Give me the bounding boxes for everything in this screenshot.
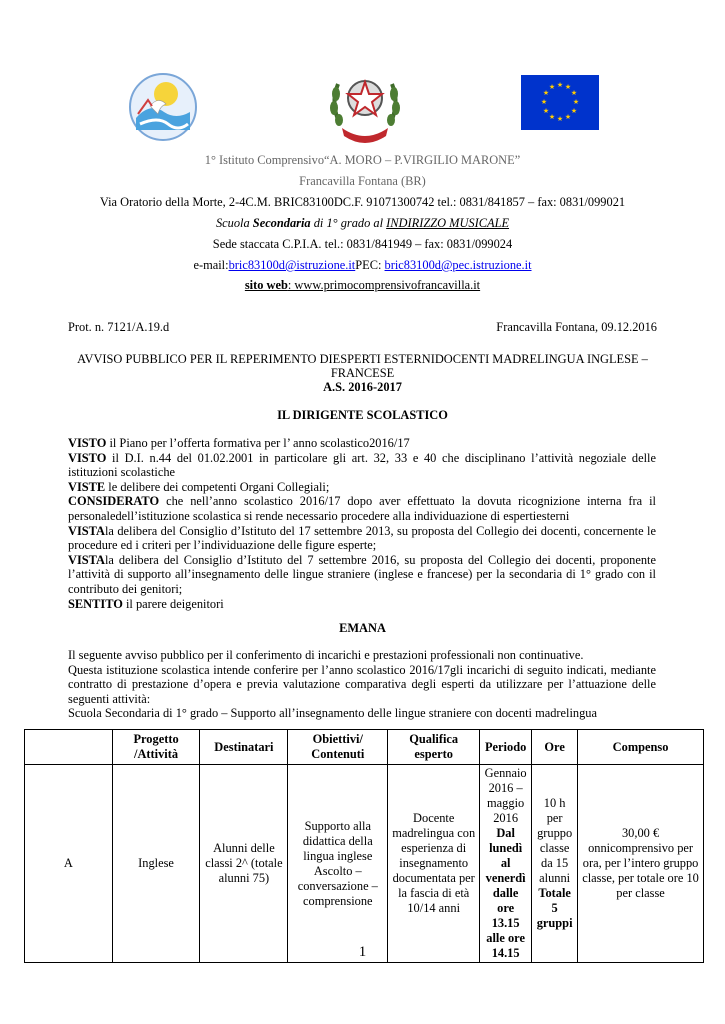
school-music-address: INDIRIZZO MUSICALE [386,216,510,230]
school-type-line [0,216,725,231]
table-header: Obiettivi/ Contenuti [288,730,388,765]
svg-text:★: ★ [548,113,556,121]
cell-id: A [25,765,113,963]
site-line [0,278,725,293]
body-paragraph: Il seguente avviso pubblico per il conferimento di incarichi e prestazioni professionali non continuative. [68,648,584,662]
table-header: Qualifica esperto [388,730,480,765]
svg-text:★: ★ [548,83,556,91]
periodo-dates: Gennaio 2016 – maggio 2016 [484,766,527,825]
notice-title-line2: FRANCESE [330,366,395,380]
pec-link[interactable]: bric83100d@pec.istruzione.it [384,258,532,272]
svg-text:★: ★ [542,89,550,97]
cell-obiettivi: Supporto alla didattica della lingua inglese Ascolto – conversazione – comprensione [288,765,388,963]
consideration-item: VISTO il Piano per l’offerta formativa per l’ anno scolastico2016/17 [68,436,410,450]
svg-text:★: ★ [556,115,564,123]
body-paragraph: Scuola Secondaria di 1° grado – Supporto all’insegnamento delle lingue straniere con docenti madrelingua [68,706,597,721]
protocol-number: Prot. n. 7121/A.19.d [68,320,170,334]
cell-destinatari: Alunni delle classi 2^ (totale alunni 75) [200,765,288,963]
cpia-line: Sede staccata C.P.I.A. tel.: 0831/841949 – fax: 0831/099024 [212,237,513,251]
periodo-hours: Dal lunedì al venerdì dalle ore 13.15 alle ore 14.15 [485,826,526,960]
svg-text:★: ★ [542,107,550,115]
cell-progetto: Inglese [112,765,200,963]
dirigente-heading: IL DIRIGENTE SCOLASTICO [277,408,448,422]
consideration-item: VISTE le delibere dei competenti Organi Collegiali; [68,479,330,494]
body-text [68,648,656,721]
school-mid: di 1° grado al [310,216,387,230]
svg-text:★: ★ [556,81,564,89]
notice-title-line1: AVVISO PUBBLICO PER IL REPERIMENTO DIESPERTI ESTERNIDOCENTI MADRELINGUA INGLESE – [77,352,648,366]
cell-ore [532,765,578,963]
consideration-item: SENTITO il parere deigenitori [68,596,224,611]
svg-text:★: ★ [570,107,578,115]
table-header: Progetto /Attività [112,730,200,765]
ore-total: Totale 5 gruppi [536,886,573,930]
considerations-block [68,436,656,611]
school-logo [128,72,198,142]
eu-flag [521,75,599,130]
place-date: Francavilla Fontana, 09.12.2016 [496,320,657,334]
cell-qualifica: Docente madrelingua con esperienza di insegnamento documentata per la fascia di età 10/14 anni [388,765,480,963]
ore-detail: 10 h per gruppo classe da 15 alunni [537,796,573,885]
site-label: sito web [244,278,288,292]
consideration-item: VISTO il D.I. n.44 del 01.02.2001 in particolare gli art. 32, 33 e 40 che disciplinano l’attività negoziale delle istituzioni scolastiche [68,450,656,480]
table-header: Periodo [480,730,532,765]
email-line [0,258,725,273]
svg-text:★: ★ [572,98,580,106]
school-year: A.S. 2016-2017 [323,380,402,394]
institute-name: 1° Istituto Comprensivo“A. MORO – P.VIRGILIO MARONE” [204,153,521,167]
address-line: Via Oratorio della Morte, 2-4C.M. BRIC83100DC.F. 91071300742 tel.: 0831/841857 – fax: 0831/099021 [99,195,626,209]
italian-republic-emblem [326,64,404,146]
consideration-item: VISTAla delibera del Consiglio d’Istituto del 17 settembre 2013, su proposta del Collegio dei docenti, concernente le procedure ed i criteri per l’individuazione delle figure esperte; [68,523,656,553]
school-pre: Scuola [215,216,253,230]
table-header: Compenso [578,730,704,765]
email-link[interactable]: bric83100d@istruzione.it [228,258,356,272]
svg-text:★: ★ [540,98,548,106]
projects-table [24,729,704,963]
svg-text:★: ★ [564,83,572,91]
cell-compenso: 30,00 € onnicomprensivo per ora, per l’intero gruppo classe, per totale ore 10 per classe [578,765,704,963]
table-header: Destinatari [200,730,288,765]
svg-text:★: ★ [564,113,572,121]
table-row [25,765,704,963]
table-header-row [25,730,704,765]
school-bold: Secondaria [252,216,311,230]
table-header: Ore [532,730,578,765]
body-paragraph: Questa istituzione scolastica intende conferire per l’anno scolastico 2016/17gli incarichi di seguito indicati, mediante contratto di prestazione d’opera e previa valutazione comparativa degli esperti da utilizzare per l’attuazione delle seguenti attività: [68,662,656,706]
svg-text:★: ★ [570,89,578,97]
pec-label: PEC: [355,258,385,272]
city-line: Francavilla Fontana (BR) [299,174,426,188]
cell-periodo [480,765,532,963]
table-header [25,730,113,765]
page-number: 1 [358,944,367,960]
consideration-item: VISTAla delibera del Consiglio d’Istituto del 7 settembre 2016, su proposta del Collegio dei docenti, proponente l’attività di supporto all’insegnamento delle lingue straniere (inglese e francese) per la secondaria di 1° grado con il contributo dei genitori; [68,552,656,596]
consideration-item: CONSIDERATO che nell’anno scolastico 2016/17 dopo aver effettuato la dovuta ricognizione interna fra il personaledell’istituzione scolastica si rende necessario procedere alla individuazione di espertiesterni [68,494,656,523]
site-link[interactable]: : www.primocomprensivofrancavilla.it [287,278,481,292]
emana-heading: EMANA [339,621,386,635]
email-label: e-mail: [193,258,229,272]
